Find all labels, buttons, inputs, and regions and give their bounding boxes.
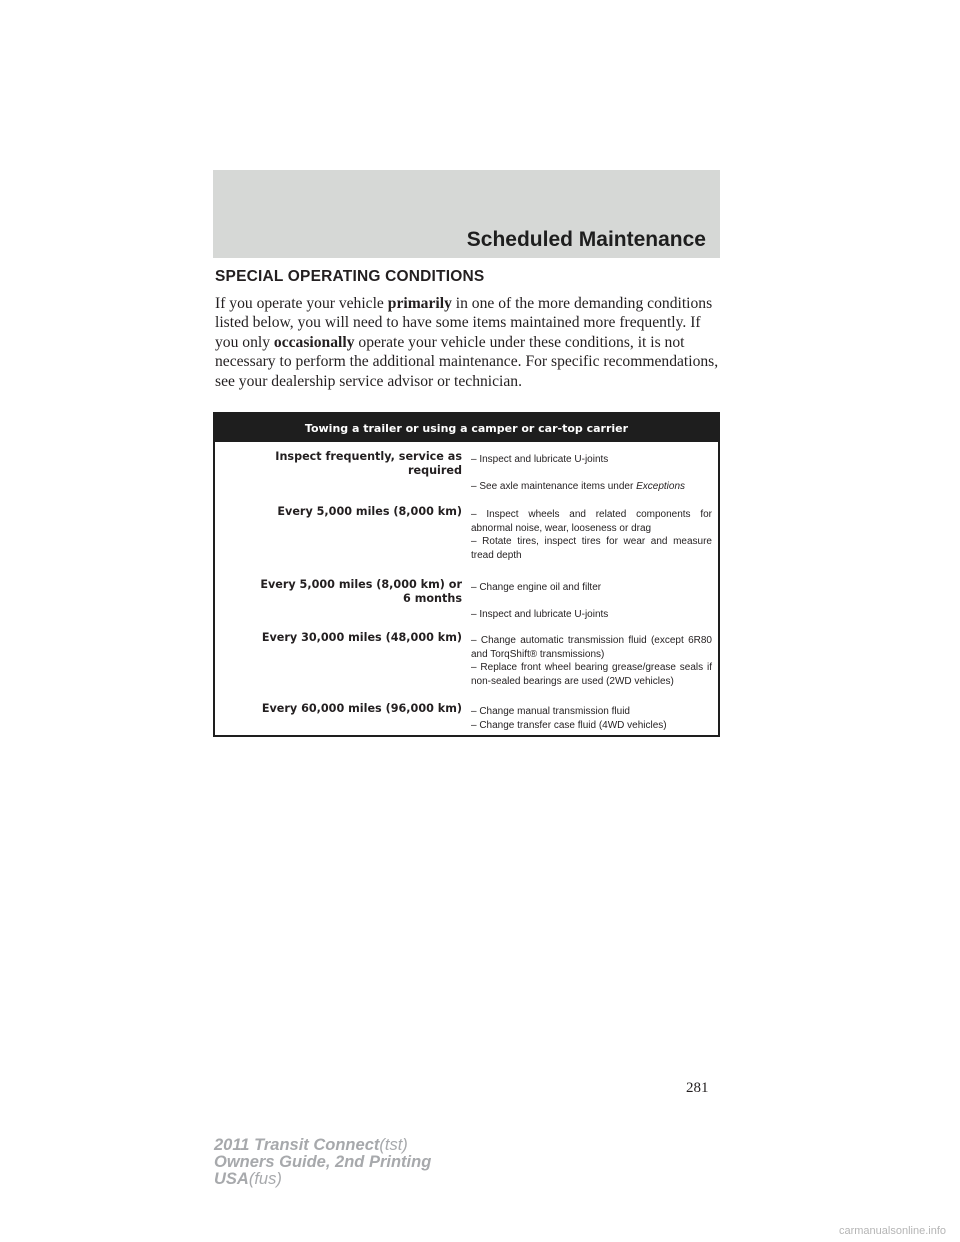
watermark-text: carmanualsonline.info [838,1225,946,1237]
intro-text-3: operate your vehicle under these conditions, it is not necessary to perform the additional maintenance. For specific recommendations, see your dealership service advisor or technician. [215,333,719,390]
intro-emphasis-occasionally: occasionally [273,333,355,351]
row-label-line: Every 60,000 miles (96,000 km) [261,702,462,715]
header-band [213,170,720,258]
intro-paragraph [215,294,720,391]
service-item: – Change automatic transmission fluid (except 6R80 and TorqShift® transmissions) [471,635,712,660]
maintenance-table [213,412,720,737]
row-label [215,631,462,645]
document-info [214,1137,431,1188]
row-items [471,453,712,493]
service-item: – Change engine oil and filter [471,582,602,593]
market-name: USA [214,1170,249,1188]
row-label [215,578,462,606]
row-items [471,581,712,621]
row-label [215,702,462,716]
row-items [471,705,712,732]
service-item: – Replace front wheel bearing grease/grease seals if non-sealed bearings are used (2WD vehicles) [471,662,712,687]
service-item: – Change transfer case fluid (4WD vehicles) [471,719,667,731]
model-code: (tst) [379,1136,408,1154]
table-title: Towing a trailer or using a camper or car-top carrier [215,414,718,442]
row-items [471,634,712,688]
row-label-line: Every 5,000 miles (8,000 km) or [260,578,462,591]
intro-text-2: in one of the more demanding conditions listed below, you will need to have some items maintained more frequently. If you only [215,295,713,351]
service-item-reference: Exceptions [636,480,686,492]
row-label [215,450,462,478]
row-label-line: Inspect frequently, service as [275,450,462,463]
intro-emphasis-primarily: primarily [387,295,452,312]
service-item: – Change manual transmission fluid [471,706,630,717]
model-name: 2011 Transit Connect [214,1136,380,1154]
service-item [471,480,712,494]
page-number: 281 [686,1080,709,1096]
service-item: – Inspect and lubricate U-joints [471,454,609,465]
service-item: – Inspect wheels and related components for abnormal noise, wear, looseness or drag [471,509,712,534]
intro-text-1: If you operate your vehicle [215,295,388,312]
service-item: – Inspect and lubricate U-joints [471,608,609,620]
market-code: (fus) [248,1170,282,1188]
document-info-line [214,1171,431,1188]
section-heading: SPECIAL OPERATING CONDITIONS [215,268,485,285]
service-item: – Rotate tires, inspect tires for wear and measure tread depth [471,536,712,561]
service-item-text: – See axle maintenance items under [471,480,637,492]
row-label-line: 6 months [403,592,462,605]
document-info-line: Owners Guide, 2nd Printing [214,1153,432,1171]
row-items [471,508,712,562]
row-label [215,505,462,519]
row-label-line: Every 5,000 miles (8,000 km) [277,505,462,518]
row-label-line: Every 30,000 miles (48,000 km) [261,631,462,644]
row-label-line: required [407,464,462,477]
chapter-title: Scheduled Maintenance [466,228,706,251]
document-info-line [214,1137,431,1154]
